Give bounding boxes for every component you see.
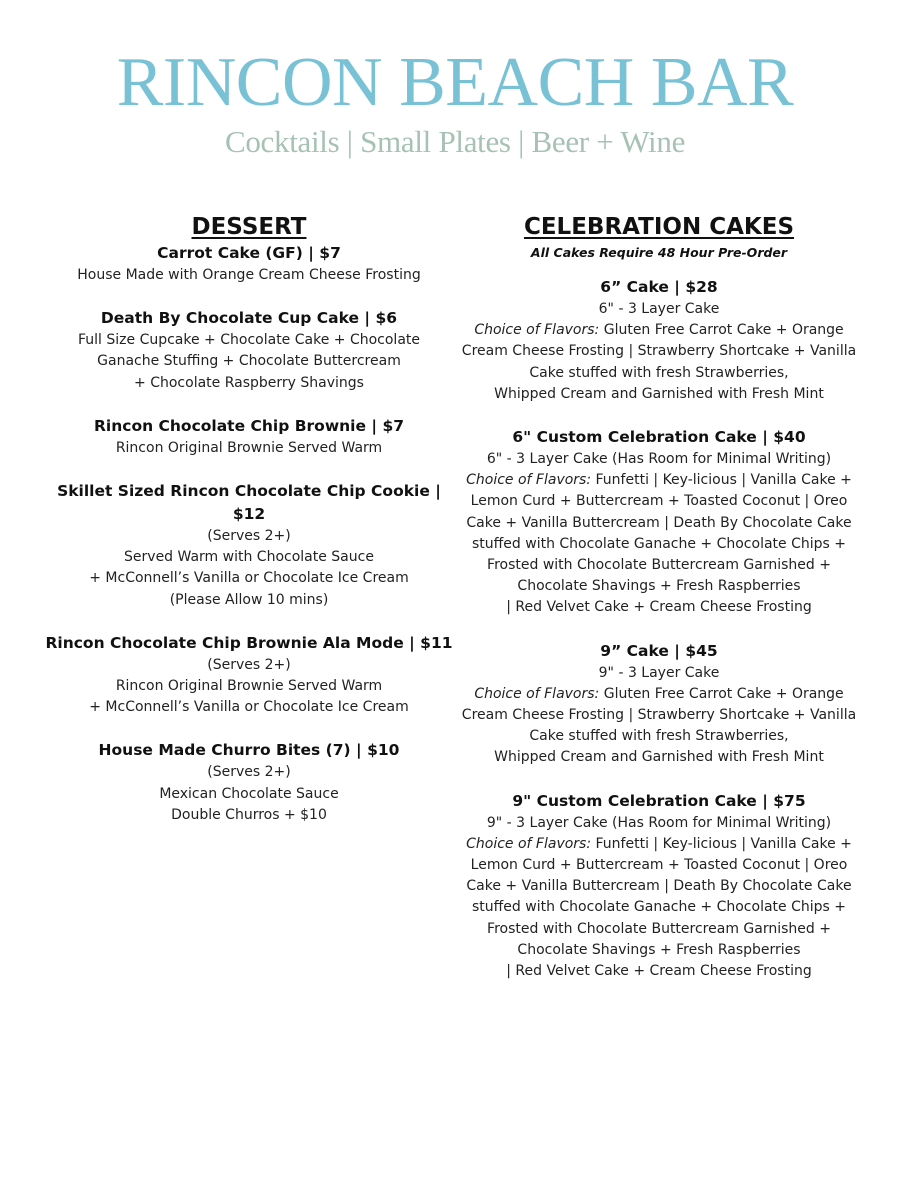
menu-item (40, 480, 458, 611)
flavors-text: Gluten Free Carrot Cake + Orange (603, 322, 844, 339)
item-description-line: Chocolate Shavings + Fresh Raspberries (517, 578, 801, 595)
item-description-line: (Serves 2+) (207, 764, 291, 781)
celebration-cakes-section (456, 212, 862, 1003)
cake-size: 6" - 3 Layer Cake (Has Room for Minimal Writing) (486, 451, 832, 468)
item-description-line: Cream Cheese Frosting | Strawberry Shortcake + Vanilla (461, 343, 857, 360)
item-description-line: Served Warm with Chocolate Sauce (124, 549, 374, 566)
item-description-line: (Serves 2+) (207, 656, 291, 673)
item-title: Carrot Cake (GF) | $7 (157, 244, 341, 262)
cake-size: 9" - 3 Layer Cake (598, 664, 720, 681)
item-title: Rincon Chocolate Chip Brownie Ala Mode | $11 (45, 633, 453, 652)
brand-tagline: Cocktails | Small Plates | Beer + Wine (224, 124, 686, 159)
item-description-line: (Please Allow 10 mins) (169, 591, 329, 608)
item-description-line: Mexican Chocolate Sauce (159, 785, 339, 802)
item-title: Rincon Chocolate Chip Brownie | $7 (93, 416, 405, 435)
item-description-line: Frosted with Chocolate Buttercream Garnished + (487, 557, 831, 574)
item-description-line: | Red Velvet Cake + Cream Cheese Frosting (506, 599, 812, 616)
section-title-celebration-cakes: CELEBRATION CAKES (523, 214, 795, 240)
item-description-line: Cake stuffed with fresh Strawberries, (529, 364, 789, 381)
item-description-line: Double Churros + $10 (171, 806, 327, 823)
flavors-label: Choice of Flavors: (466, 472, 592, 489)
item-description-line: (Serves 2+) (207, 528, 291, 545)
menu-item (40, 242, 458, 286)
item-description-line: Rincon Original Brownie Served Warm (115, 678, 383, 695)
cake-items (456, 276, 862, 982)
flavors-text: Gluten Free Carrot Cake + Orange (603, 685, 844, 702)
item-description-line: Ganache Stuffing + Chocolate Buttercream (97, 353, 401, 370)
item-title: 9” Cake | $45 (600, 641, 718, 660)
item-title: House Made Churro Bites (7) | $10 (98, 741, 400, 760)
item-title: 6" Custom Celebration Cake | $40 (512, 428, 806, 447)
item-title: 9" Custom Celebration Cake | $75 (512, 791, 806, 810)
section-title-dessert: DESSERT (191, 214, 307, 240)
item-description-line: Lemon Curd + Buttercream + Toasted Coconut | Oreo (470, 493, 848, 510)
item-title: 6” Cake | $28 (600, 278, 718, 296)
item-description-line: Cake + Vanilla Buttercream | Death By Chocolate Cake (466, 514, 852, 531)
cake-item (456, 426, 862, 619)
menu-item (40, 307, 458, 394)
cake-item (456, 640, 862, 769)
flavors-text: Funfetti | Key-licious | Vanilla Cake + (595, 472, 852, 489)
menu-item (40, 632, 458, 719)
item-description-line: Cake + Vanilla Buttercream | Death By Chocolate Cake (466, 878, 852, 895)
item-description-line: Cream Cheese Frosting | Strawberry Shortcake + Vanilla (461, 707, 857, 724)
flavors-label: Choice of Flavors: (474, 322, 600, 339)
dessert-section (40, 212, 458, 847)
item-description-line: Whipped Cream and Garnished with Fresh Mint (494, 749, 824, 766)
menu-item (40, 739, 458, 826)
item-description-line: Whipped Cream and Garnished with Fresh Mint (494, 385, 824, 402)
item-description-line: Cake stuffed with fresh Strawberries, (529, 728, 789, 745)
item-description-line: + McConnell’s Vanilla or Chocolate Ice Cream (89, 570, 409, 587)
item-description-line: Full Size Cupcake + Chocolate Cake + Chocolate (78, 332, 420, 349)
flavors-line (456, 684, 862, 705)
menu-item (40, 415, 458, 459)
item-description-line: + McConnell’s Vanilla or Chocolate Ice Cream (89, 699, 409, 716)
flavors-line (456, 834, 862, 855)
item-description-line: Lemon Curd + Buttercream + Toasted Coconut | Oreo (470, 857, 848, 874)
item-description-line: Rincon Original Brownie Served Warm (115, 439, 383, 456)
item-description-line: + Chocolate Raspberry Shavings (134, 374, 364, 391)
pre-order-note: All Cakes Require 48 Hour Pre-Order (530, 245, 788, 260)
brand-title: RINCON BEACH BAR (116, 44, 794, 121)
item-title: Death By Chocolate Cup Cake | $6 (100, 309, 398, 328)
item-description-line: Frosted with Chocolate Buttercream Garnished + (487, 920, 831, 937)
item-description-line: stuffed with Chocolate Ganache + Chocolate Chips + (472, 535, 846, 552)
flavors-label: Choice of Flavors: (466, 835, 592, 852)
cake-size: 9" - 3 Layer Cake (Has Room for Minimal Writing) (486, 814, 832, 831)
item-description-line: House Made with Orange Cream Cheese Frosting (77, 267, 421, 283)
item-title: Skillet Sized Rincon Chocolate Chip Cookie | $12 (57, 482, 441, 524)
dessert-items (40, 242, 458, 826)
cake-item (456, 790, 862, 983)
item-description-line: | Red Velvet Cake + Cream Cheese Frosting (506, 963, 812, 980)
item-description-line: Chocolate Shavings + Fresh Raspberries (517, 941, 801, 958)
flavors-label: Choice of Flavors: (474, 685, 600, 702)
cake-item (456, 276, 862, 405)
flavors-line (456, 320, 862, 341)
flavors-line (456, 470, 862, 491)
flavors-text: Funfetti | Key-licious | Vanilla Cake + (595, 835, 852, 852)
item-description-line: stuffed with Chocolate Ganache + Chocolate Chips + (472, 899, 846, 916)
cake-size: 6" - 3 Layer Cake (598, 301, 720, 317)
